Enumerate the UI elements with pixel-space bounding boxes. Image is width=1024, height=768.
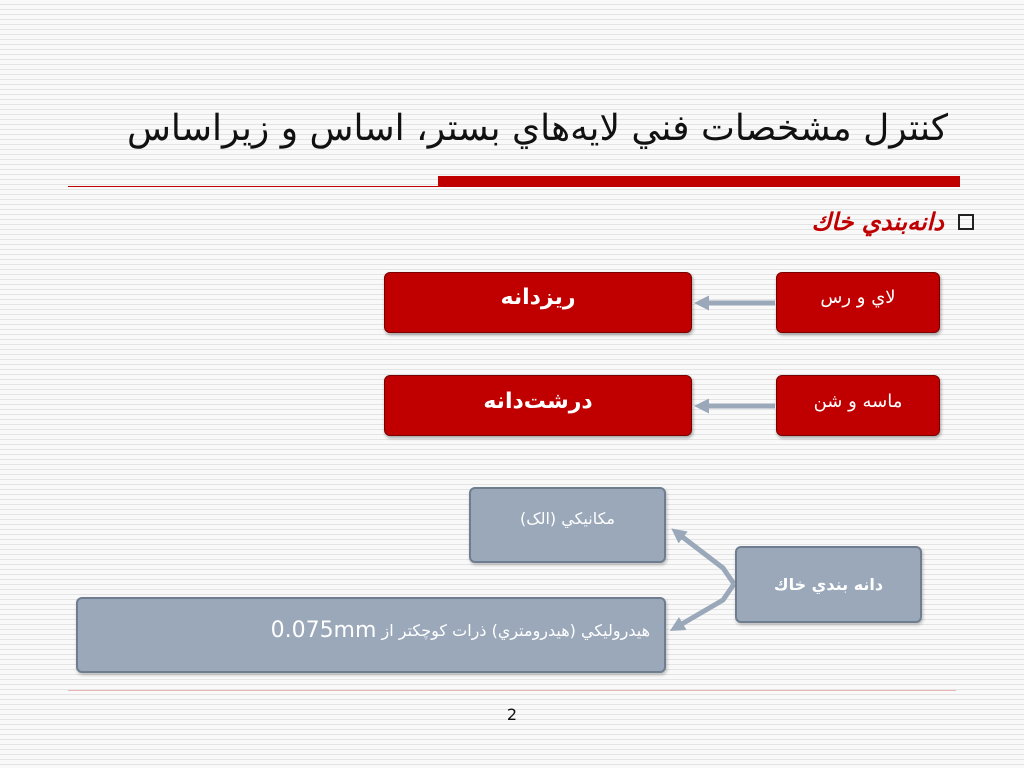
arrow-gradation-to-mechanical — [676, 532, 734, 584]
coarse-grained-label: درشت‌دانه — [483, 389, 593, 414]
soil-gradation-label: دانه بندي خاك — [773, 575, 884, 594]
silt-clay-box — [776, 272, 940, 333]
silt-clay-label: لاي و رس — [820, 287, 896, 308]
title-underline-thin — [68, 186, 438, 187]
sand-gravel-label: ماسه و شن — [813, 391, 903, 412]
footer-divider — [68, 690, 956, 691]
hydraulic-hydrometer-box — [76, 597, 666, 673]
square-bullet-icon — [958, 214, 974, 230]
sand-gravel-box — [776, 375, 940, 436]
mechanical-sieve-label: مكانيكي (الک) — [520, 508, 615, 528]
page-number: 2 — [506, 705, 518, 724]
fine-grained-box — [384, 272, 692, 333]
fine-grained-label: ريزدانه — [500, 285, 576, 310]
mechanical-sieve-box — [469, 487, 666, 563]
arrow-gradation-to-hydraulic — [675, 584, 734, 628]
bullet-label: دانه‌بندي خاك — [811, 208, 944, 236]
slide-title: كنترل مشخصات فني لايه‌هاي بستر، اساس و زيراساس — [126, 108, 948, 149]
hydraulic-label: هيدروليكي (هيدرومتري) ذرات كوچكتر از — [381, 620, 650, 640]
particle-size-value: 0.075mm — [270, 617, 377, 643]
coarse-grained-box — [384, 375, 692, 436]
bullet-item — [812, 208, 975, 236]
title-underline-thick — [438, 176, 960, 187]
soil-gradation-box — [735, 546, 922, 623]
